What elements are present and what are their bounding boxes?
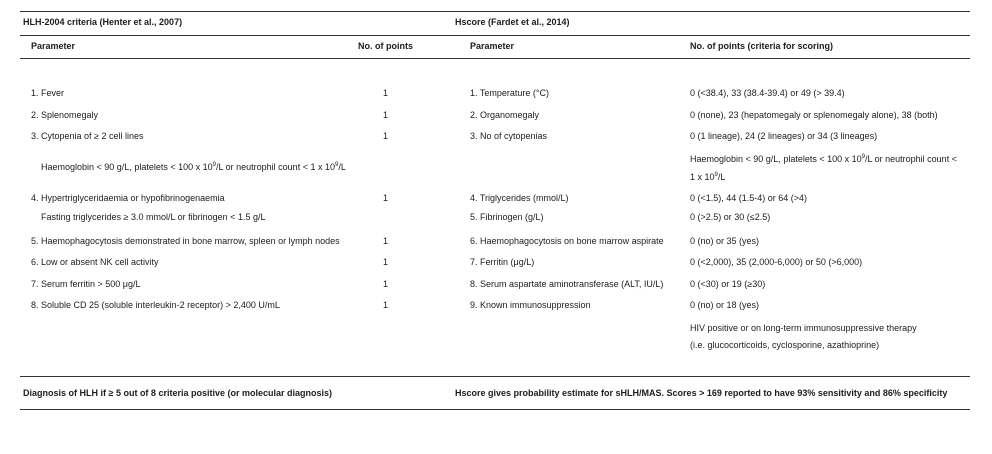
header-rule <box>20 58 970 59</box>
header-points-left: No. of points <box>358 41 413 51</box>
hscore-immunosuppression-points: 0 (no) or 18 (yes) <box>690 300 760 310</box>
hscore-cytopenias-detail-line1: Haemoglobin < 90 g/L, platelets < 100 x $10^9/L$ or neutrophil count < <box>690 154 957 164</box>
hscore-immunosuppression-detail-line1: HIV positive or on long-term immunosuppressive therapy <box>690 323 917 333</box>
hscore-temperature: 1. Temperature (°C) <box>470 88 549 98</box>
hscore-fibrinogen-points: 0 (>2.5) or 30 (≤2.5) <box>690 212 771 222</box>
hscore-triglycerides: 4. Triglycerides (mmol/L) <box>470 193 569 203</box>
cytopenia-detail: Haemoglobin < 90 g/L, platelets < 100 x $10^9/L$ or neutrophil count < 1 x $10^9/L$ <box>41 162 346 172</box>
hscore-triglycerides-points: 0 (<1.5), 44 (1.5-4) or 64 (>4) <box>690 193 808 203</box>
hscore-cytopenias-points: 0 (1 lineage), 24 (2 lineages) or 34 (3 lineages) <box>690 131 878 141</box>
criterion-splenomegaly: 2. Splenomegaly <box>31 110 99 120</box>
criterion-nk-activity: 6. Low or absent NK cell activity <box>31 257 159 267</box>
hscore-fibrinogen: 5. Fibrinogen (g/L) <box>470 212 544 222</box>
header-parameter-left: Parameter <box>31 41 76 51</box>
header-parameter-right: Parameter <box>470 41 515 51</box>
title-rule <box>20 35 970 36</box>
points-cd25: 1 <box>383 300 389 310</box>
points-haemophagocytosis: 1 <box>383 236 389 246</box>
right-table-title: Hscore (Fardet et al., 2014) <box>455 17 570 27</box>
footer-top-rule <box>20 376 970 377</box>
criterion-fever: 1. Fever <box>31 88 65 98</box>
criterion-hypertriglyceridaemia: 4. Hypertriglyceridaemia or hypofibrinogenaemia <box>31 193 225 203</box>
points-cytopenia: 1 <box>383 131 389 141</box>
hscore-cytopenias-detail-line2: 1 x $10^9/L$ <box>690 172 726 182</box>
hscore-haemophagocytosis: 6. Haemophagocytosis on bone marrow aspirate <box>470 236 664 246</box>
header-points-right: No. of points (criteria for scoring) <box>690 41 834 51</box>
hscore-ast-points: 0 (<30) or 19 (≥30) <box>690 279 766 289</box>
points-splenomegaly: 1 <box>383 110 389 120</box>
hscore-organomegaly-points: 0 (none), 23 (hepatomegaly or splenomegaly alone), 38 (both) <box>690 110 938 120</box>
criterion-cd25: 8. Soluble CD 25 (soluble interleukin-2 receptor) > 2,400 U/mL <box>31 300 280 310</box>
hscore-cytopenias: 3. No of cytopenias <box>470 131 548 141</box>
criterion-haemophagocytosis: 5. Haemophagocytosis demonstrated in bone marrow, spleen or lymph nodes <box>31 236 340 246</box>
footer-hscore-note: Hscore gives probability estimate for sHLH/MAS. Scores > 169 reported to have 93% sensitivity and 86% specificity <box>455 388 948 398</box>
points-nk-activity: 1 <box>383 257 389 267</box>
criterion-ferritin: 7. Serum ferritin > 500 μg/L <box>31 279 141 289</box>
hscore-temperature-points: 0 (<38.4), 33 (38.4-39.4) or 49 (> 39.4) <box>690 88 845 98</box>
footer-hlh-diagnosis: Diagnosis of HLH if ≥ 5 out of 8 criteria positive (or molecular diagnosis) <box>23 388 332 398</box>
hscore-organomegaly: 2. Organomegaly <box>470 110 540 120</box>
points-fever: 1 <box>383 88 389 98</box>
points-ferritin: 1 <box>383 279 389 289</box>
footer-bottom-rule <box>20 409 970 410</box>
hscore-ferritin-points: 0 (<2,000), 35 (2,000-6,000) or 50 (>6,000) <box>690 257 863 267</box>
triglyceride-detail: Fasting triglycerides ≥ 3.0 mmol/L or fibrinogen < 1.5 g/L <box>41 212 266 222</box>
hscore-haemophagocytosis-points: 0 (no) or 35 (yes) <box>690 236 760 246</box>
hscore-ast: 8. Serum aspartate aminotransferase (ALT, IU/L) <box>470 279 664 289</box>
hscore-ferritin: 7. Ferritin (μg/L) <box>470 257 535 267</box>
left-table-title: HLH-2004 criteria (Henter et al., 2007) <box>23 17 183 27</box>
top-rule <box>20 11 970 12</box>
criterion-cytopenia: 3. Cytopenia of ≥ 2 cell lines <box>31 131 144 141</box>
points-hypertriglyceridaemia: 1 <box>383 193 389 203</box>
hscore-immunosuppression: 9. Known immunosuppression <box>470 300 591 310</box>
hscore-immunosuppression-detail-line2: (i.e. glucocorticoids, cyclosporine, azathioprine) <box>690 340 880 350</box>
